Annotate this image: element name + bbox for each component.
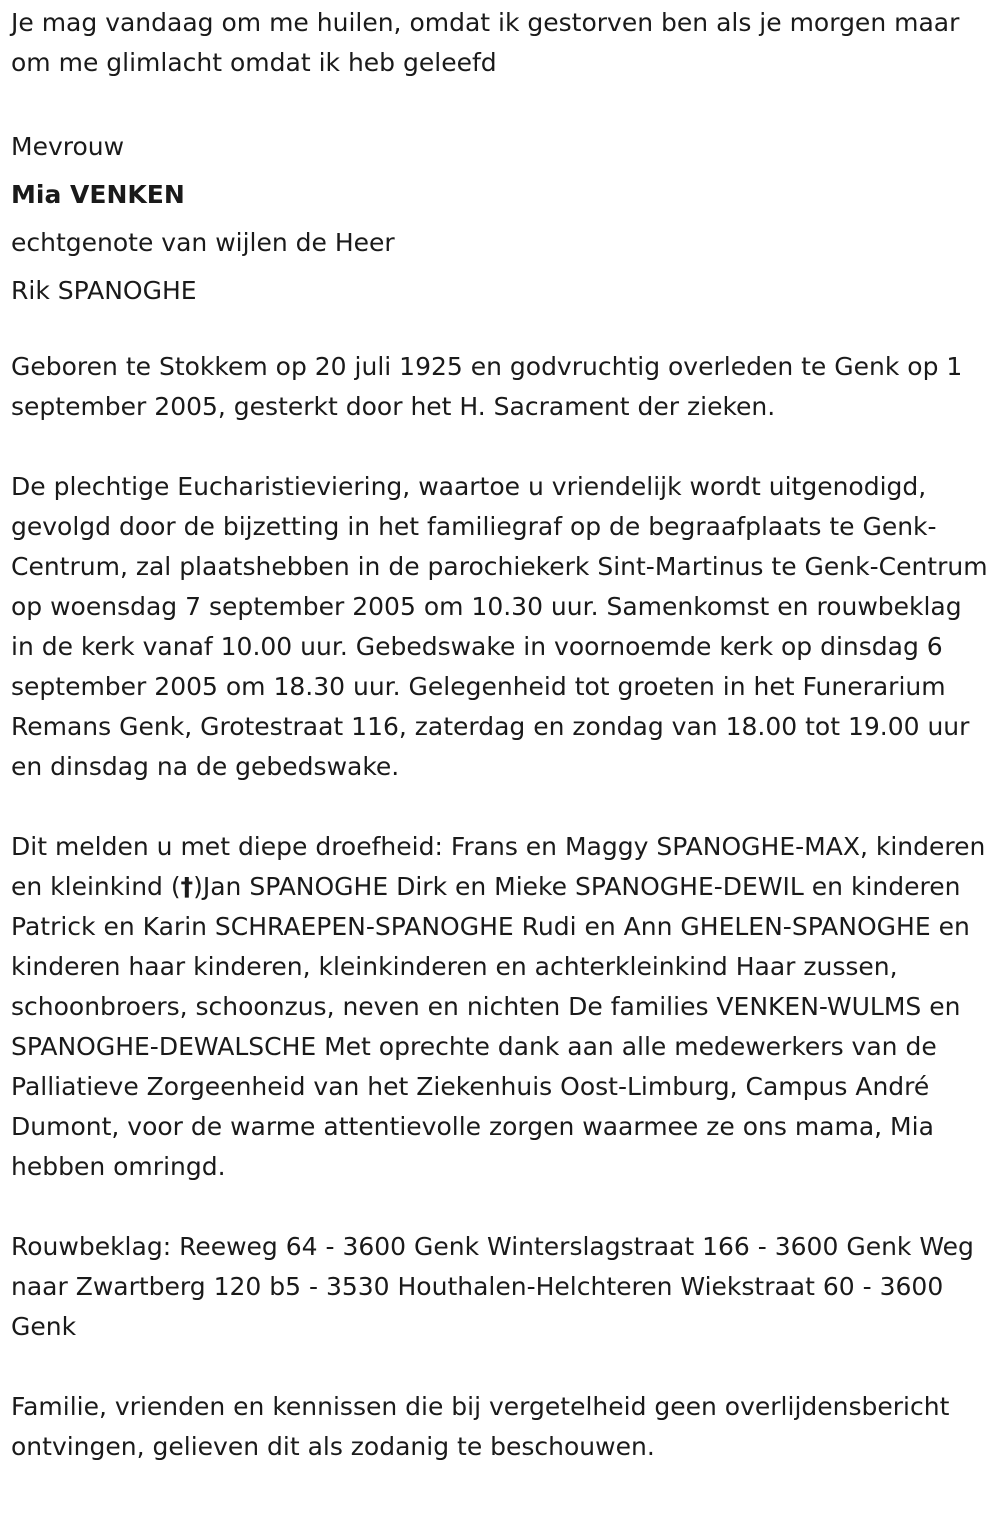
ceremony-text: De plechtige Eucharistieviering, waartoe u vriendelijk wordt uitgenodigd, gevolgd door de bijzetting in het familiegraf op de begraafplaats te Genk-Centrum, zal plaatshebben in de parochiekerk Sint-Martinus te Genk-Centrum op woensdag 7 september 2005 om 10.30 uur. Samenkomst en rouwbeklag in de kerk vanaf 10.00 uur. Gebedswake in voornoemde kerk op dinsdag 6 september 2005 om 18.30 uur. Gelegenheid tot groeten in het Funerarium Remans Genk, Grotestraat 116, zaterdag en zondag van 18.00 tot 19.00 uur en dinsdag na de gebedswake.: [11, 472, 988, 781]
honorific: Mevrouw: [11, 132, 125, 161]
cross-icon: †: [180, 872, 194, 901]
family-block: [11, 827, 988, 1187]
birth-death-block: [11, 347, 988, 427]
closing-block: [11, 1387, 988, 1467]
quote-block: [11, 3, 988, 83]
deceased-name: Mia VENKEN: [11, 180, 185, 209]
spouse-name: Rik SPANOGHE: [11, 276, 197, 305]
condolence-block: [11, 1227, 988, 1347]
birth-death-text: Geboren te Stokkem op 20 juli 1925 en godvruchtig overleden te Genk op 1 september 2005, gesterkt door het H. Sacrament der zieken.: [11, 352, 963, 421]
family-text-part2: )Jan SPANOGHE Dirk en Mieke SPANOGHE-DEWIL en kinderen Patrick en Karin SCHRAEPEN-SPANOGHE Rudi en Ann GHELEN-SPANOGHE en kinderen haar kinderen, kleinkinderen en achterkleinkind Haar zussen, schoonbroers, schoonzus, neven en nichten De families VENKEN-WULMS en SPANOGHE-DEWALSCHE Met oprechte dank aan alle medewerkers van de Palliatieve Zorgeenheid van het Ziekenhuis Oost-Limburg, Campus André Dumont, voor de warme attentievolle zorgen waarmee ze ons mama, Mia hebben omringd.: [11, 872, 970, 1181]
spouse-intro: echtgenote van wijlen de Heer: [11, 228, 395, 257]
deceased-block: [11, 123, 988, 315]
condolence-addresses: Rouwbeklag: Reeweg 64 - 3600 Genk Winterslagstraat 166 - 3600 Genk Weg naar Zwartberg 120 b5 - 3530 Houthalen-Helchteren Wiekstraat 60 - 3600 Genk: [11, 1232, 974, 1341]
opening-quote: Je mag vandaag om me huilen, omdat ik gestorven ben als je morgen maar om me glimlacht omdat ik heb geleefd: [11, 8, 960, 77]
ceremony-block: [11, 467, 988, 787]
closing-note: Familie, vrienden en kennissen die bij vergetelheid geen overlijdensbericht ontvingen, gelieven dit als zodanig te beschouwen.: [11, 1392, 950, 1461]
family-text: [11, 827, 988, 1187]
family-text-part1: Dit melden u met diepe droefheid: Frans en Maggy SPANOGHE-MAX, kinderen en kleinkind (: [11, 832, 986, 901]
